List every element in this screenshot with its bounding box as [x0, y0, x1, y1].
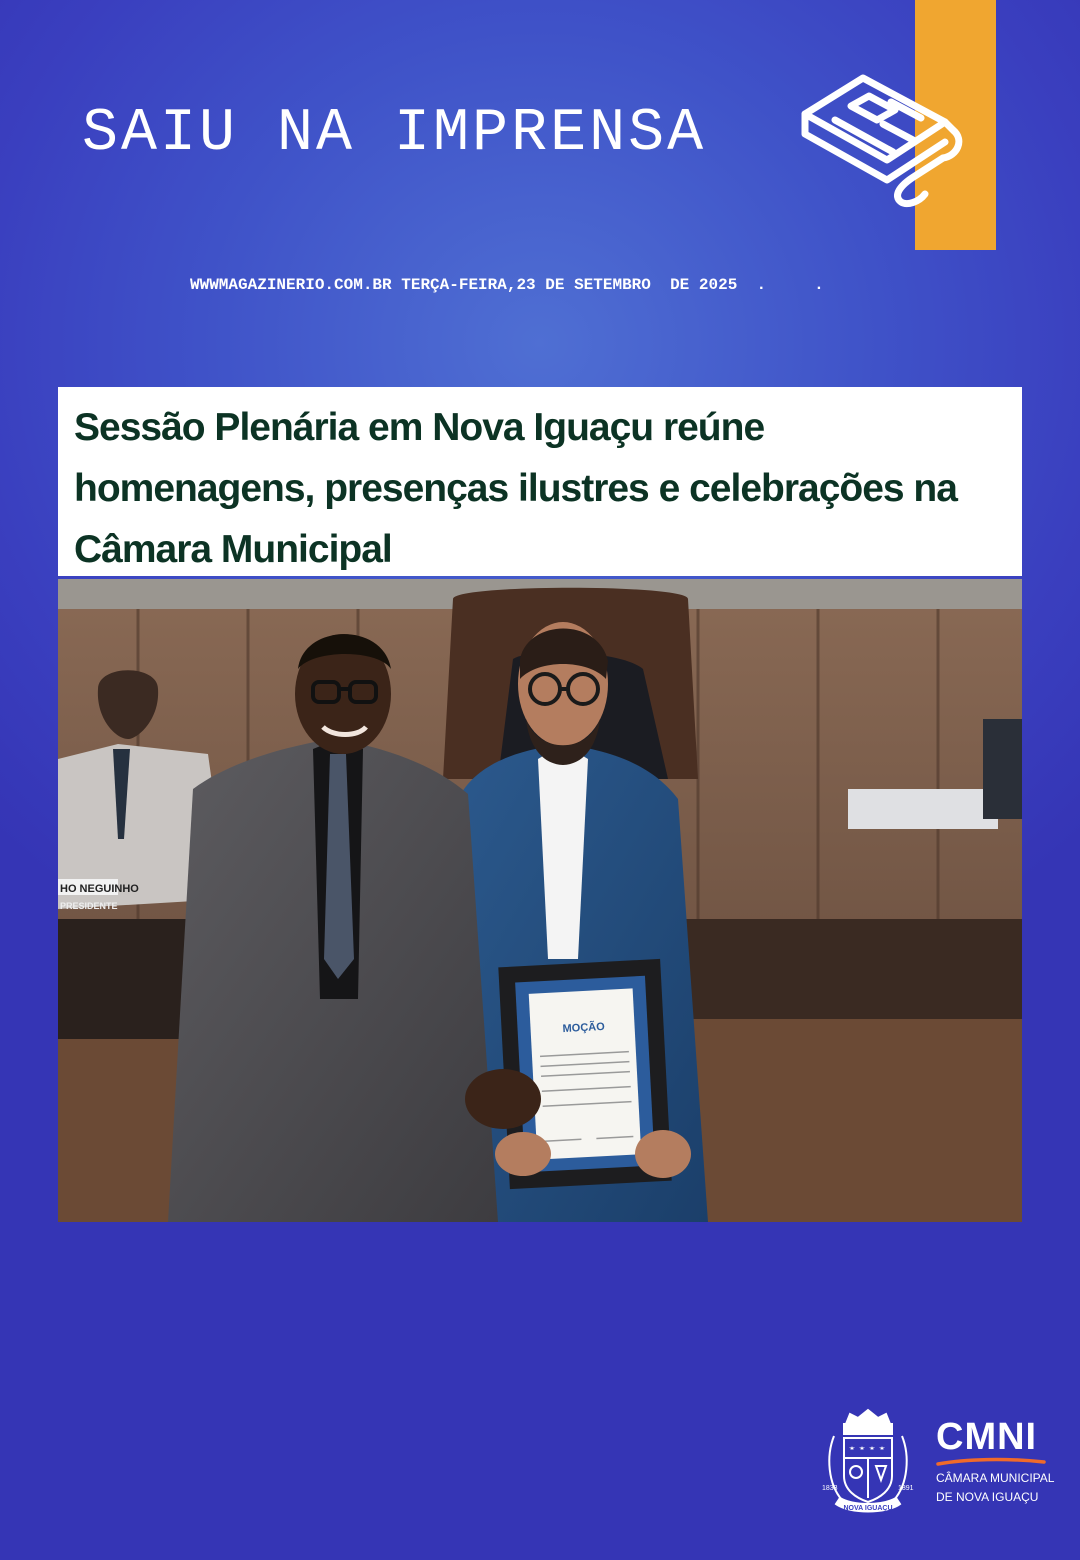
photo-nameplate: HO NEGUINHO — [60, 883, 139, 895]
cmni-logo-line2: DE NOVA IGUAÇU — [936, 1490, 1039, 1504]
crest-banner-text: NOVA IGUAÇU — [843, 1505, 893, 1512]
crest-year-right: 1891 — [898, 1485, 914, 1492]
nova-iguacu-crest — [820, 1406, 916, 1518]
headline-box — [58, 387, 1022, 576]
newspaper-icon — [795, 72, 967, 208]
photo-plaque-label: MOÇÃO — [562, 1020, 606, 1036]
photo-nameplate-role: PRESIDENTE — [60, 901, 118, 911]
cmni-logo — [936, 1416, 1055, 1505]
section-heading: SAIU NA IMPRENSA — [82, 100, 707, 168]
publication-dateline: WWWMAGAZINERIO.COM.BR TERÇA-FEIRA,23 DE SETEMBRO DE 2025 . . — [190, 276, 824, 294]
article-photo — [58, 579, 1022, 1222]
cmni-swoosh — [936, 1457, 1046, 1467]
article-title: Sessão Plenária em Nova Iguaçu reúne homenagens, presenças ilustres e celebrações na Câmara Municipal — [74, 406, 957, 571]
cmni-logo-mark: CMNI — [936, 1416, 1038, 1458]
crest-year-left: 1833 — [822, 1485, 838, 1492]
cmni-logo-line1: CÂMARA MUNICIPAL — [936, 1471, 1055, 1485]
